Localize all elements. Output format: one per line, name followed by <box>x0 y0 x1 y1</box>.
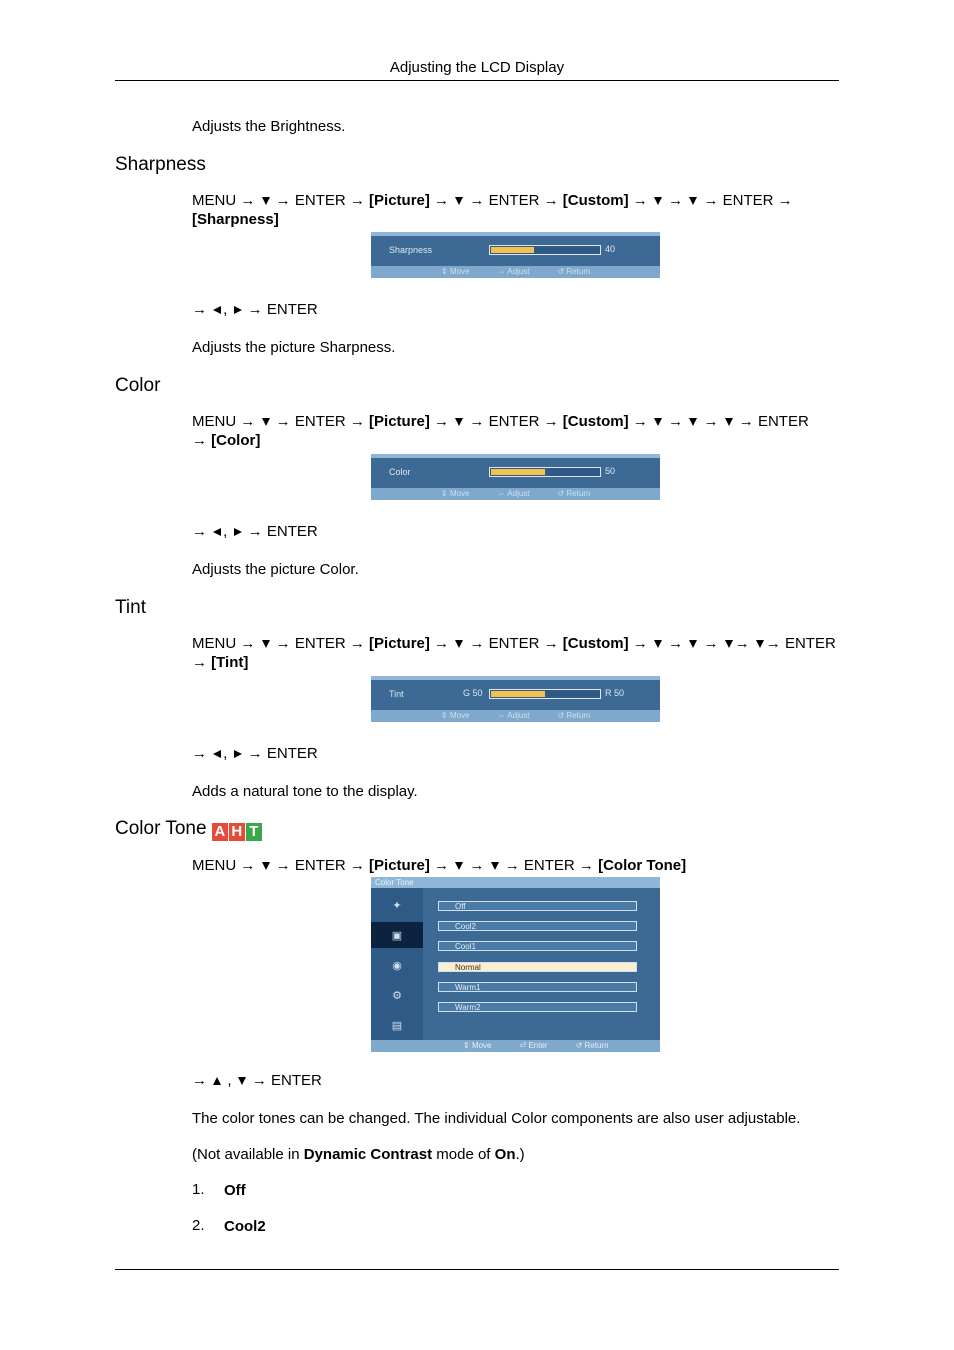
tint-path-line2: → [Tint] <box>192 654 249 671</box>
down-arrow-icon <box>262 197 270 205</box>
list-item-label: Cool2 <box>224 1218 266 1235</box>
tint-desc: Adds a natural tone to the display. <box>192 783 418 800</box>
badge-letter: T <box>246 823 262 841</box>
down-arrow-icon <box>455 418 463 426</box>
list-item-label: Off <box>224 1182 246 1199</box>
up-arrow-icon <box>213 1077 221 1085</box>
down-arrow-icon <box>262 640 270 648</box>
input-icon: ✦ <box>392 899 402 912</box>
down-arrow-icon <box>262 862 270 870</box>
intro-text: Adjusts the Brightness. <box>192 118 346 135</box>
osd-label: Sharpness <box>389 245 433 255</box>
header-rule <box>115 80 839 81</box>
down-arrow-icon <box>455 640 463 648</box>
down-arrow-icon <box>455 862 463 870</box>
sharpness-path-line2: [Sharpness] <box>192 211 279 228</box>
color-path-line2: → [Color] <box>192 432 261 449</box>
osd-hints: ⇕ Move ⇔ Adjust ↺ Return <box>441 267 591 276</box>
left-arrow-icon <box>213 528 221 536</box>
setup-icon: ⚙ <box>392 989 402 1002</box>
right-arrow-icon <box>234 528 242 536</box>
sharpness-heading: Sharpness <box>115 154 206 175</box>
sharpness-osd-panel <box>371 232 660 278</box>
color-tone-path: MENU → → ENTER → [Picture] → → → ENTER → [Color Tone] <box>192 857 687 874</box>
menu-option-off[interactable]: Off <box>438 901 637 911</box>
color-path-line1: MENU → → ENTER → [Picture] → → ENTER → [Custom] → → → → ENTER <box>192 413 809 430</box>
color-tone-note: (Not available in Dynamic Contrast mode of On.) <box>192 1146 525 1163</box>
sharpness-path-line1: MENU → → ENTER → [Picture] → → ENTER → [Custom] → → → ENTER → <box>192 192 793 209</box>
right-arrow-icon <box>234 750 242 758</box>
tint-slider <box>489 689 601 699</box>
sharpness-desc: Adjusts the picture Sharpness. <box>192 339 396 356</box>
color-tone-heading: Color Tone A H T <box>115 818 263 840</box>
menu-option-warm1[interactable]: Warm1 <box>438 982 637 992</box>
down-arrow-icon <box>654 418 662 426</box>
model-badge <box>212 820 263 838</box>
color-nav: → , → ENTER <box>192 523 318 540</box>
sharpness-slider <box>489 245 601 255</box>
color-desc: Adjusts the picture Color. <box>192 561 359 578</box>
down-arrow-icon <box>654 197 662 205</box>
slider-fill <box>491 691 545 697</box>
osd-value: R 50 <box>605 688 625 698</box>
right-arrow-icon <box>234 306 242 314</box>
menu-sidebar <box>371 888 423 1040</box>
menu-option-warm2[interactable]: Warm2 <box>438 1002 637 1012</box>
list-item: 1. <box>192 1181 205 1198</box>
slider-fill <box>491 469 545 475</box>
osd-label: Color <box>389 467 411 477</box>
color-slider <box>489 467 601 477</box>
tint-osd-panel <box>371 676 660 722</box>
page-header-title: Adjusting the LCD Display <box>389 59 565 76</box>
down-arrow-icon <box>725 640 733 648</box>
osd-value: 40 <box>605 244 616 254</box>
sound-icon: ◉ <box>392 959 402 972</box>
down-arrow-icon <box>491 862 499 870</box>
tint-path-line1: MENU → → ENTER → [Picture] → → ENTER → [Custom] → → → → → ENTER <box>192 635 836 652</box>
list-item: 2. <box>192 1217 205 1234</box>
color-osd-panel <box>371 454 660 500</box>
footer-rule <box>115 1269 839 1270</box>
down-arrow-icon <box>756 640 764 648</box>
osd-hints: ⇕ Move ⇔ Adjust ↺ Return <box>441 489 591 498</box>
color-tone-desc: The color tones can be changed. The individual Color components are also user adjustable. <box>192 1110 801 1127</box>
down-arrow-icon <box>689 197 697 205</box>
menu-option-cool1[interactable]: Cool1 <box>438 941 637 951</box>
color-heading: Color <box>115 375 161 396</box>
picture-icon: ▣ <box>371 922 423 948</box>
multi-control-icon: ▤ <box>391 1019 403 1032</box>
menu-title: Color Tone <box>371 877 660 888</box>
down-arrow-icon <box>725 418 733 426</box>
menu-hints: ⇕ Move ⏎ Enter ↺ Return <box>463 1041 609 1050</box>
color-tone-menu <box>371 877 660 1052</box>
down-arrow-icon <box>654 640 662 648</box>
color-tone-nav: → , → ENTER <box>192 1072 322 1089</box>
tint-heading: Tint <box>115 597 146 618</box>
badge-letter: H <box>229 823 245 841</box>
badge-letter: A <box>212 823 228 841</box>
tint-nav: → , → ENTER <box>192 745 318 762</box>
down-arrow-icon <box>238 1077 246 1085</box>
osd-value: 50 <box>605 466 616 476</box>
down-arrow-icon <box>262 418 270 426</box>
down-arrow-icon <box>455 197 463 205</box>
left-arrow-icon <box>213 750 221 758</box>
osd-label: Tint <box>389 689 404 699</box>
osd-left-value: G 50 <box>463 688 483 698</box>
down-arrow-icon <box>689 418 697 426</box>
menu-option-cool2[interactable]: Cool2 <box>438 921 637 931</box>
sharpness-nav: → , → ENTER <box>192 301 318 318</box>
osd-hints: ⇕ Move ⇔ Adjust ↺ Return <box>441 711 591 720</box>
menu-option-normal[interactable]: Normal <box>438 962 637 972</box>
down-arrow-icon <box>689 640 697 648</box>
left-arrow-icon <box>213 306 221 314</box>
slider-fill <box>491 247 534 253</box>
